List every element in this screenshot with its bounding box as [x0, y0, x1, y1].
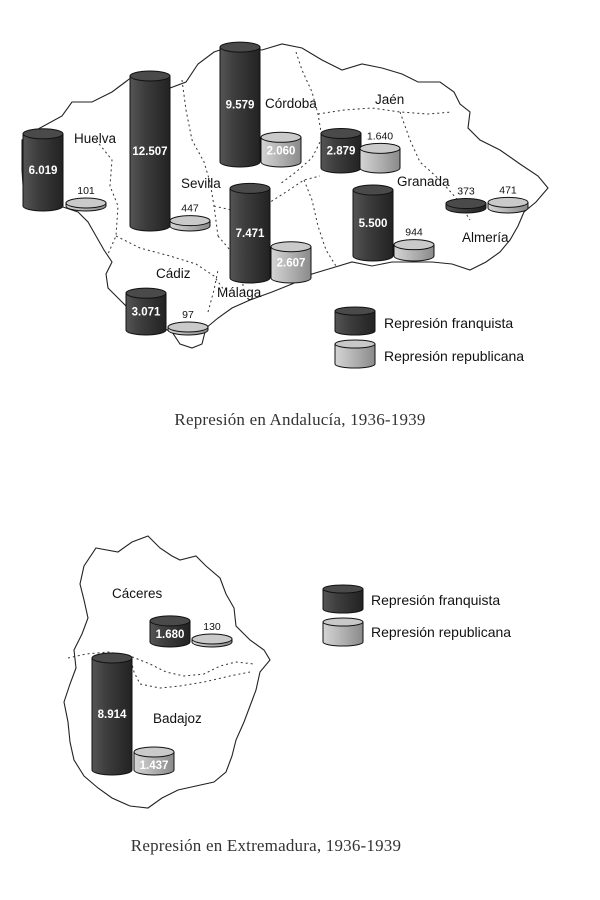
region-label-almeria: Almería — [462, 230, 509, 245]
bar-badajoz-franquista — [92, 653, 132, 775]
bar-huelva-franquista — [23, 129, 63, 211]
region-label-badajoz: Badajoz — [153, 711, 202, 726]
region-label-cadiz: Cádiz — [156, 266, 191, 281]
bar-malaga-republicana-value: 2.607 — [276, 257, 306, 270]
bar-caceres-franquista-value: 1.680 — [155, 628, 185, 641]
bar-malaga-franquista-value: 7.471 — [235, 228, 265, 241]
bar-sevilla-franquista-value: 12.507 — [132, 146, 168, 158]
bar-almeria-republicana — [488, 184, 528, 213]
legend-swatch-republicana — [323, 618, 363, 646]
bar-almeria-franquista — [446, 186, 486, 213]
bar-badajoz-republicana-value: 1.437 — [139, 759, 169, 772]
extremadura-map — [64, 536, 511, 808]
bar-jaen-republicana — [360, 130, 400, 173]
legend-label-franquista: Represión franquista — [384, 315, 514, 331]
bar-cordoba-franquista-value: 9.579 — [225, 99, 255, 112]
region-label-huelva: Huelva — [74, 131, 117, 146]
bar-granada-franquista-value: 5.500 — [358, 218, 388, 231]
legend-swatch-republicana — [335, 340, 375, 368]
caption-andalucia: Represión en Andalucía, 1936-1939 — [174, 410, 426, 429]
bar-almeria-franquista-value: 373 — [457, 185, 475, 198]
bar-caceres-republicana-value: 130 — [203, 621, 221, 633]
bar-granada-republicana-value: 944 — [405, 226, 423, 239]
region-label-sevilla: Sevilla — [181, 176, 221, 191]
caption-extremadura: Represión en Extremadura, 1936-1939 — [130, 836, 402, 855]
bar-jaen-republicana-value: 1.640 — [366, 130, 394, 143]
bar-malaga-franquista — [230, 183, 270, 283]
bar-sevilla-republicana — [170, 203, 210, 231]
bar-cordoba-republicana — [261, 132, 301, 167]
region-label-granada: Granada — [397, 174, 450, 189]
bar-caceres-republicana — [192, 621, 232, 647]
andalucia-map — [22, 42, 548, 368]
bar-cadiz-republicana — [168, 309, 208, 335]
legend-label-franquista: Represión franquista — [371, 592, 501, 608]
bar-huelva-franquista-value: 6.019 — [28, 164, 58, 177]
bar-granada-republicana — [394, 227, 434, 261]
bar-huelva-republicana — [66, 185, 106, 211]
bar-jaen-franquista — [321, 128, 361, 173]
bar-jaen-franquista-value: 2.879 — [326, 145, 356, 158]
legend-swatch-franquista — [323, 585, 363, 613]
bar-cadiz-franquista-value: 3.071 — [131, 306, 161, 319]
extremadura-bars — [92, 616, 232, 775]
bar-badajoz-franquista-value: 8.914 — [97, 709, 127, 721]
region-label-malaga: Málaga — [217, 285, 262, 300]
extremadura-legend — [323, 585, 511, 646]
bar-badajoz-republicana — [134, 747, 174, 775]
legend-swatch-franquista — [335, 307, 375, 335]
bar-sevilla-republicana-value: 447 — [181, 202, 199, 215]
bar-caceres-franquista — [150, 616, 190, 647]
bar-almeria-republicana-value: 471 — [499, 184, 517, 197]
bar-cordoba-franquista — [220, 42, 260, 167]
legend-label-republicana: Represión republicana — [384, 348, 525, 364]
region-label-caceres: Cáceres — [112, 586, 163, 601]
legend-label-republicana: Represión republicana — [371, 624, 512, 640]
andalucia-legend — [335, 307, 524, 368]
bar-cadiz-republicana-value: 97 — [182, 309, 194, 321]
bar-huelva-republicana-value: 101 — [77, 185, 95, 197]
region-label-cordoba: Córdoba — [265, 96, 317, 111]
bar-malaga-republicana — [271, 242, 311, 283]
bar-granada-franquista — [353, 185, 393, 261]
region-label-jaen: Jaén — [375, 92, 405, 107]
bar-sevilla-franquista — [130, 71, 170, 231]
bar-cadiz-franquista — [126, 288, 166, 335]
bar-cordoba-republicana-value: 2.060 — [266, 145, 296, 158]
